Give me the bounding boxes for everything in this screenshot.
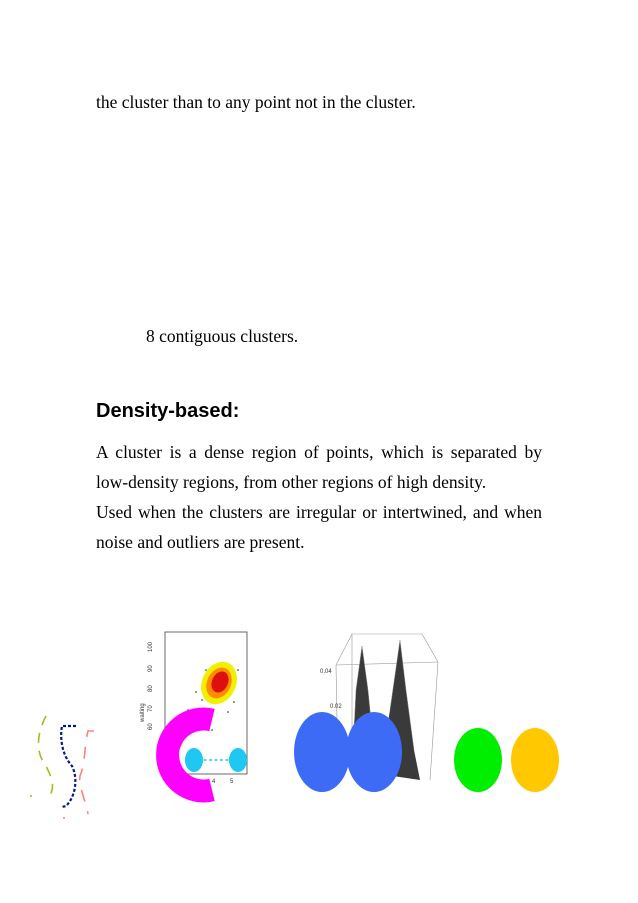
gold-cluster xyxy=(511,728,559,792)
olive-dashed-curve xyxy=(38,716,52,798)
y-tick-100: 100 xyxy=(148,641,154,652)
scatter-ylabel: waiting xyxy=(140,703,146,722)
cyan-cluster-right xyxy=(229,748,247,772)
salmon-dot xyxy=(63,817,65,819)
scatter-y-ticks xyxy=(148,641,154,730)
paragraph-1: A cluster is a dense region of points, which is separated by low-density regions, from other regions of high density. xyxy=(96,442,542,492)
x-tick-5: 5 xyxy=(230,779,234,785)
dark-blue-dashed-curve xyxy=(61,726,76,807)
y-tick-60: 60 xyxy=(148,723,154,730)
y-tick-90: 90 xyxy=(148,665,154,672)
paragraph-2: Used when the clusters are irregular or intertwined, and when noise and outliers are present. xyxy=(96,502,542,552)
green-cluster xyxy=(454,728,502,792)
paragraph-block xyxy=(96,437,542,557)
y-tick-80: 80 xyxy=(148,685,154,692)
surface-figure xyxy=(290,630,450,795)
surface-x-tick-5: 5 xyxy=(412,774,416,780)
cyan-cluster-left xyxy=(185,748,203,772)
scatter-figure xyxy=(128,630,253,810)
z-tick-002: 0.02 xyxy=(330,704,342,710)
text-line-1: the cluster than to any point not in the cluster. xyxy=(96,92,416,112)
x-tick-3: 3 xyxy=(192,779,196,785)
x-tick-2: 2 xyxy=(173,779,177,785)
ellipses-figure xyxy=(450,726,565,796)
salmon-dashed-curve xyxy=(80,731,94,814)
green-dot xyxy=(30,795,32,797)
y-tick-70: 70 xyxy=(148,705,154,712)
blue-cluster-left xyxy=(294,712,350,792)
blue-cluster-right xyxy=(346,712,402,792)
dashed-curves-figure xyxy=(26,706,106,821)
section-heading: Density-based: xyxy=(96,400,240,422)
text-line-2: 8 contiguous clusters. xyxy=(146,326,299,346)
x-tick-4: 4 xyxy=(212,779,216,785)
z-tick-004: 0.04 xyxy=(320,669,332,675)
